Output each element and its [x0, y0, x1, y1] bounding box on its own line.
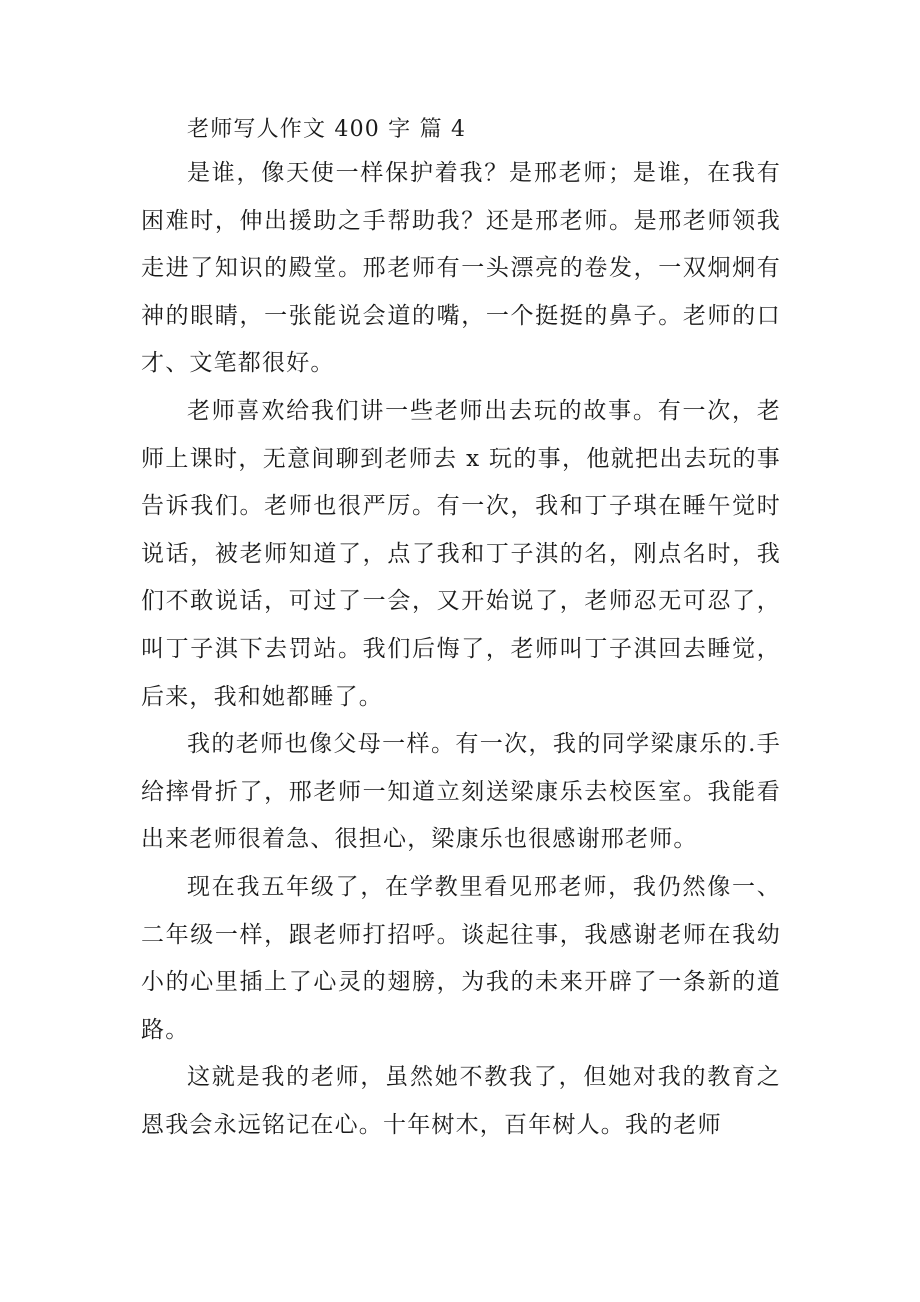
- paragraph-3: 我的老师也像父母一样。有一次，我的同学梁康乐的.手给摔骨折了，邢老师一知道立刻送梁康乐去校医室。我能看出来老师很着急、很担心，梁康乐也很感谢邢老师。: [141, 731, 781, 853]
- document-title: 老师写人作文 400 字 篇 4: [187, 117, 467, 142]
- paragraph-1: 是谁，像天使一样保护着我？是邢老师；是谁，在我有困难时，伸出援助之手帮助我？还是邢老师。是邢老师领我走进了知识的殿堂。邢老师有一头漂亮的卷发，一双炯炯有神的眼睛，一张能说会道的嘴，一个挺挺的鼻子。老师的口才、文笔都很好。: [141, 160, 781, 377]
- document-body: [141, 110, 781, 1149]
- paragraph-4: 现在我五年级了，在学教里看见邢老师，我仍然像一、二年级一样，跟老师打招呼。谈起往事，我感谢老师在我幼小的心里插上了心灵的翅膀，为我的未来开辟了一条新的道路。: [141, 873, 781, 1043]
- paragraph-5: 这就是我的老师，虽然她不教我了，但她对我的教育之恩我会永远铭记在心。十年树木，百年树人。我的老师: [141, 1064, 781, 1138]
- paragraph-2: 老师喜欢给我们讲一些老师出去玩的故事。有一次，老师上课时，无意间聊到老师去 x 玩的事，他就把出去玩的事告诉我们。老师也很严厉。有一次，我和丁子琪在睡午觉时说话，被老师知道了，点了我和丁子淇的名，刚点名时，我们不敢说话，可过了一会，又开始说了，老师忍无可忍了，叫丁子淇下去罚站。我们后悔了，老师叫丁子淇回去睡觉，后来，我和她都睡了。: [141, 397, 781, 710]
